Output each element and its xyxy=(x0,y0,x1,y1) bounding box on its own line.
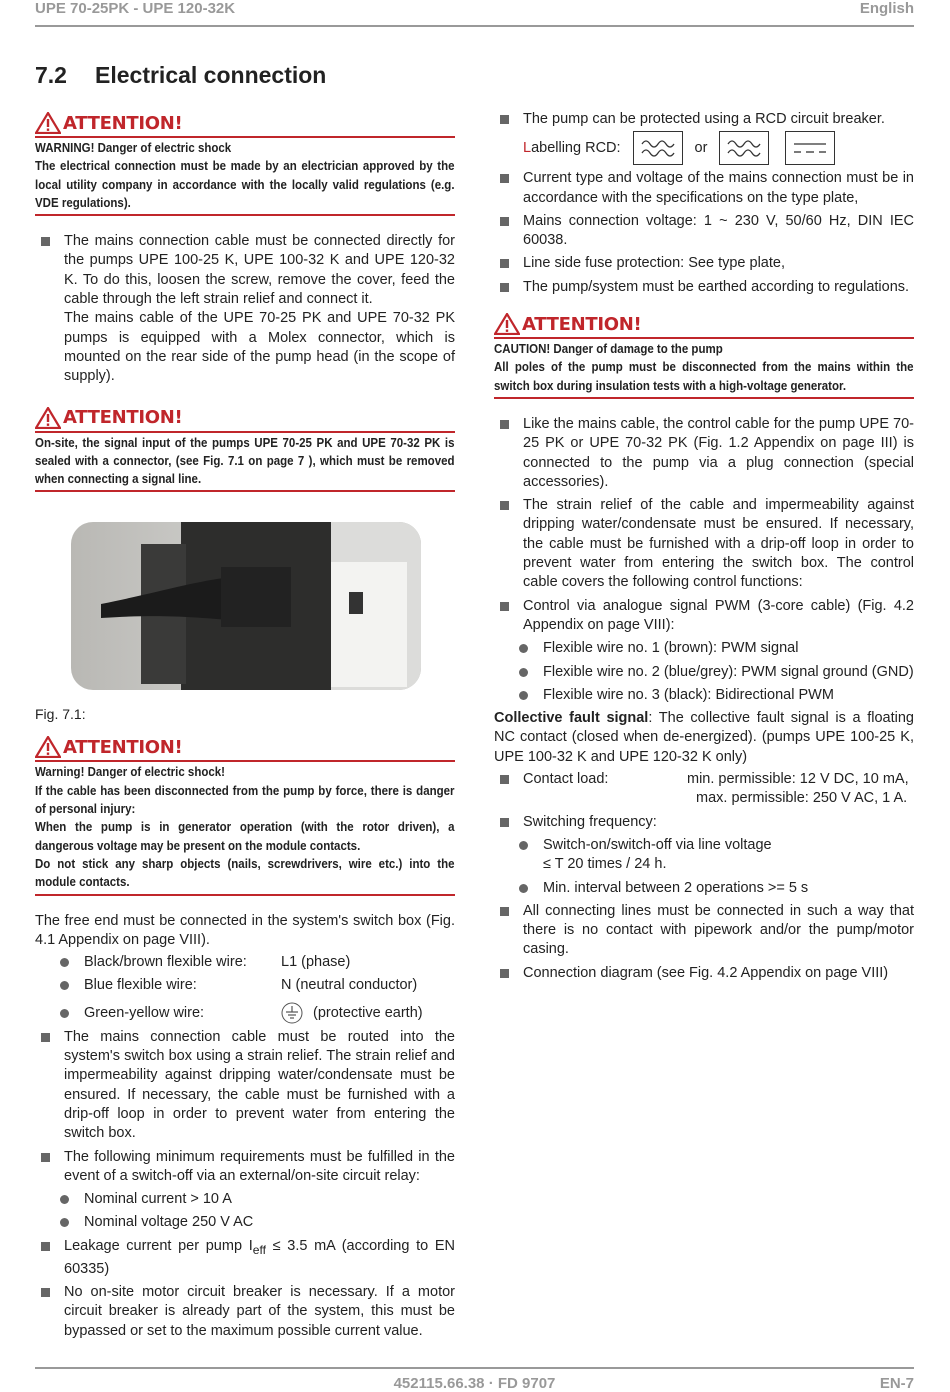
rcd-pulse-icon xyxy=(719,131,769,165)
contact-load-max: max. permissible: 250 V AC, 1 A. xyxy=(696,790,908,807)
wire-value: L1 (phase) xyxy=(281,954,351,971)
attention-text: When the pump is in generator operation (with the rotor driven), a dangerous voltage may be present on the module contacts. xyxy=(35,820,455,853)
attention-text: All poles of the pump must be disconnected from the mains within the switch box during insulation tests with a high-voltage generator. xyxy=(494,360,914,393)
warning-icon xyxy=(35,407,61,429)
attention-line: WARNING! Danger of electric shock xyxy=(35,141,232,155)
right-column xyxy=(494,110,914,987)
rcd-labelling xyxy=(494,131,914,165)
header-language: English xyxy=(859,0,914,17)
wire-label: Black/brown flexible wire: xyxy=(84,954,247,971)
page-header xyxy=(35,0,914,27)
attention-title: ATTENTION! xyxy=(63,407,183,429)
document-number: 452115.66.38 · FD 9707 xyxy=(393,1375,556,1392)
attention-box-4 xyxy=(494,311,914,399)
header-model: UPE 70-25PK - UPE 120-32K xyxy=(35,0,236,17)
rcd-label: abelling RCD: xyxy=(531,140,621,157)
contact-load-min: min. permissible: 12 V DC, 10 mA, xyxy=(687,771,909,788)
switching-limit: ≤ T 20 times / 24 h. xyxy=(543,856,667,873)
list-item xyxy=(35,1004,455,1024)
leakage-text-end: ≤ 3.5 mA (according to EN 60335) xyxy=(64,1237,456,1277)
list-item xyxy=(494,770,914,809)
rcd-initial: L xyxy=(523,140,532,157)
page-number: EN-7 xyxy=(879,1375,914,1392)
fault-signal-text: : The collective fault signal is a floating NC contact (closed when de-energized). (pumps UPE 100-25 K, UPE 100-32 K and UPE 120-32 K only) xyxy=(494,710,914,765)
list-item: The following minimum requirements must be fulfilled in the event of a switch-off via an external/on-site circuit relay: xyxy=(35,1148,455,1187)
section-number: 7.2 xyxy=(35,62,67,88)
list-item: Control via analogue signal PWM (3-core cable) (Fig. 4.2 Appendix on page VIII): xyxy=(494,597,914,636)
list-item: Flexible wire no. 2 (blue/grey): PWM signal ground (GND) xyxy=(494,663,914,682)
rcd-or: or xyxy=(694,140,708,157)
warning-icon xyxy=(494,313,520,335)
attention-box-3 xyxy=(35,734,455,895)
page-footer xyxy=(35,1367,914,1392)
list-item: Mains connection voltage: 1 ~ 230 V, 50/60 Hz, DIN IEC 60038. xyxy=(494,212,914,251)
list-item: The strain relief of the cable and impermeability against dripping water/condensate must be ensured. If necessary, the cable must be furnished with a drip-off loop in order to prevent water from entering the switch box. The control cable covers the following control functions: xyxy=(494,496,914,592)
list-item xyxy=(35,976,455,995)
paragraph xyxy=(494,709,914,767)
list-item: Switching frequency: xyxy=(494,813,914,832)
list-item: The pump/system must be earthed according to regulations. xyxy=(494,278,914,297)
attention-text: If the cable has been disconnected from the pump by force, there is danger of personal injury: xyxy=(35,783,455,817)
connector-photo xyxy=(71,522,421,690)
list-item: Flexible wire no. 3 (black): Bidirectional PWM xyxy=(494,686,914,705)
attention-title: ATTENTION! xyxy=(63,112,183,134)
list-item: Min. interval between 2 operations >= 5 s xyxy=(494,879,914,898)
wire-value: (protective earth) xyxy=(313,1004,423,1021)
attention-box-2 xyxy=(35,405,455,493)
contact-load-label: Contact load: xyxy=(523,771,609,788)
list-item: Line side fuse protection: See type plate, xyxy=(494,254,914,273)
list-item: All connecting lines must be connected in such a way that there is no contact with pipework and/or the pump/motor casing. xyxy=(494,902,914,960)
attention-text: Do not stick any sharp objects (nails, screwdrivers, wire etc.) into the module contacts. xyxy=(35,856,455,890)
leakage-subscript: eff xyxy=(252,1242,266,1257)
list-item xyxy=(35,953,455,972)
wire-label: Blue flexible wire: xyxy=(84,977,197,994)
warning-icon xyxy=(35,112,61,134)
attention-line: Warning! Danger of electric shock! xyxy=(35,765,226,780)
list-item xyxy=(494,836,914,875)
attention-text: On-site, the signal input of the pumps UPE 70-25 PK and UPE 70-32 PK is sealed with a connector, (see Fig. 7.1 on page 7 ), which must be removed when connecting a signal line. xyxy=(35,435,455,487)
section-title-text: Electrical connection xyxy=(95,62,327,88)
list-item-text: The mains connection cable must be connected directly for the pumps UPE 100-25 K, UPE 100-32 K and UPE 120-32 K. To do this, loosen the screw, remove the cover, feed the cable through the left strain relief and connect it. xyxy=(64,233,455,308)
list-item: The pump can be protected using a RCD circuit breaker. xyxy=(494,110,914,129)
attention-box-1 xyxy=(35,110,455,216)
warning-icon xyxy=(35,736,61,758)
list-item xyxy=(35,1237,455,1279)
attention-title: ATTENTION! xyxy=(63,736,183,758)
list-item: Flexible wire no. 1 (brown): PWM signal xyxy=(494,639,914,658)
left-column xyxy=(35,110,455,1345)
list-item xyxy=(35,232,455,386)
fault-signal-heading: Collective fault signal xyxy=(494,710,649,727)
wire-label: Green-yellow wire: xyxy=(84,1004,205,1021)
list-item: Nominal voltage 250 V AC xyxy=(35,1213,455,1232)
list-item: Connection diagram (see Fig. 4.2 Appendix on page VIII) xyxy=(494,964,914,983)
list-item: Current type and voltage of the mains connection must be in accordance with the specifications on the type plate, xyxy=(494,169,914,208)
attention-text: The electrical connection must be made by an electrician approved by the local utility company in accordance with the locally valid regulations (e.g. VDE regulations). xyxy=(35,159,455,210)
switching-text: Switch-on/switch-off via line voltage xyxy=(543,836,772,853)
list-item-text: The mains cable of the UPE 70-25 PK and UPE 70-32 PK pumps is equipped with a Molex connector, which is mounted on the rear side of the pump head (in the scope of supply). xyxy=(64,310,455,385)
section-title xyxy=(35,62,326,89)
figure-caption: Fig. 7.1: xyxy=(35,706,86,723)
attention-line: CAUTION! Danger of damage to the pump xyxy=(494,342,723,357)
attention-title: ATTENTION! xyxy=(522,313,642,335)
wire-value: N (neutral conductor) xyxy=(281,977,418,994)
list-item: The mains connection cable must be routed into the system's switch box using a strain relief. The strain relief and impermeability against dripping water/condensate must be ensured. If necessary, the cable must be furnished with a drip-off loop in order to prevent water from entering the switch box. xyxy=(35,1028,455,1144)
leakage-text: Leakage current per pump I xyxy=(64,1237,253,1254)
rcd-dc-icon xyxy=(785,131,835,165)
list-item: Like the mains cable, the control cable for the pump UPE 70-25 PK or UPE 70-32 PK (Fig. 1.2 Appendix on page III) is connected to the pump via a plug connection (special accessories). xyxy=(494,415,914,492)
list-item: No on-site motor circuit breaker is necessary. If a motor circuit breaker is already part of the system, this must be bypassed or set to the maximum possible current value. xyxy=(35,1283,455,1341)
rcd-ac-icon xyxy=(633,131,683,165)
paragraph: The free end must be connected in the system's switch box (Fig. 4.1 Appendix on page VIII). xyxy=(35,912,455,948)
earth-symbol-icon xyxy=(281,1002,303,1024)
list-item: Nominal current > 10 A xyxy=(35,1190,455,1209)
